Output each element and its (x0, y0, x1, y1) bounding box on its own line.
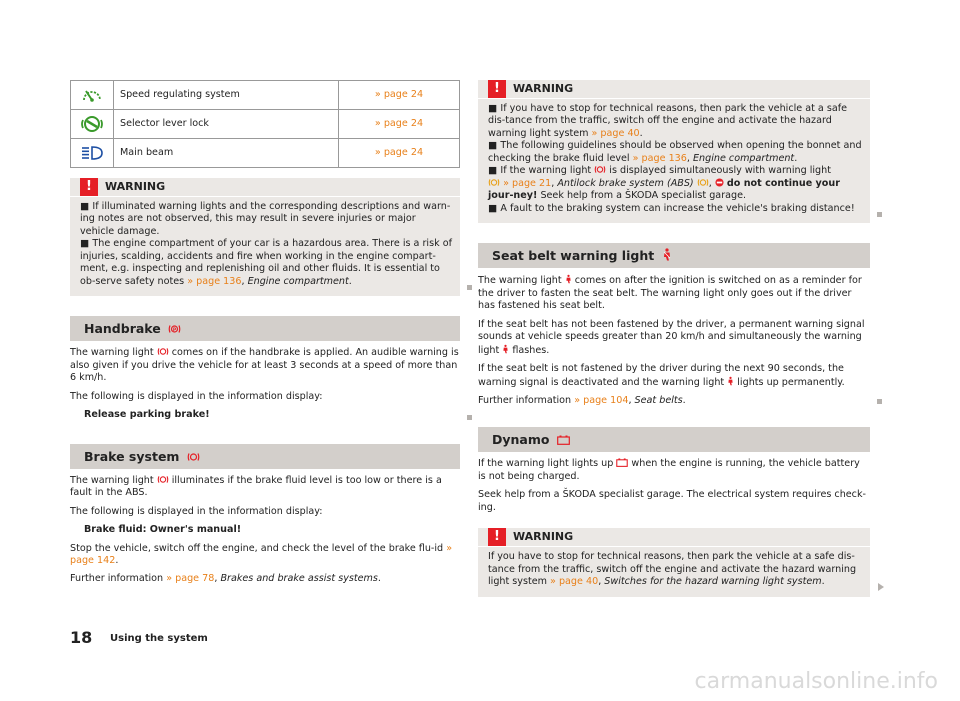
page-reference[interactable]: » page 21 (503, 177, 552, 189)
paragraph: Seek help from a ŠKODA specialist garage. The electrical system requires check-ing. (478, 489, 866, 513)
seatbelt-icon (565, 274, 572, 284)
warning-text: If you have to stop for technical reasons, then park the vehicle at a safe dis-tance from the traffic, switch off the engine and activate the hazard warning light system » page 40, Switches for the hazard warning light system. (488, 551, 857, 588)
paragraph: The warning light illuminates if the brake fluid level is too low or there is a fault in the ABS. (70, 474, 442, 499)
warning-title: WARNING (513, 82, 574, 95)
section-title: Handbrake (84, 321, 161, 337)
table-row (71, 81, 460, 110)
speed-regulating-icon (71, 81, 114, 110)
paragraph: The following is displayed in the information display: (70, 390, 323, 402)
display-message: Brake fluid: Owner's manual! (84, 524, 242, 536)
brake-warning-icon (594, 165, 606, 174)
table-cell-label: Speed regulating system (114, 81, 339, 110)
warning-icon: ! (488, 80, 506, 98)
paragraph: The warning light comes on after the ignition is switched on as a reminder for the driver to fasten the seat belt. The warning light only goes out if the driver has fastened his seat belt. (478, 275, 862, 312)
page-reference[interactable]: » page 142 (70, 542, 453, 566)
table-cell-label: Selector lever lock (114, 110, 339, 139)
paragraph: Further information » page 104, Seat belts. (478, 395, 870, 407)
page-reference[interactable]: » page 136 (187, 275, 242, 287)
selector-lever-lock-icon (71, 110, 114, 139)
warning-icon: ! (80, 178, 98, 196)
brake-warning-icon (157, 347, 169, 356)
section-title: Dynamo (492, 432, 550, 448)
indicator-table (70, 80, 460, 168)
battery-icon (557, 435, 570, 445)
page-reference[interactable]: » page 24 (339, 81, 460, 110)
page-reference[interactable]: » page 136 (632, 152, 687, 164)
brake-warning-icon (187, 452, 200, 462)
section-end-mark (877, 212, 882, 217)
warning-box (70, 178, 460, 296)
warning-title: WARNING (105, 180, 166, 193)
table-cell-label: Main beam (114, 139, 339, 168)
page-reference[interactable]: » page 40 (591, 127, 640, 139)
section-end-mark (467, 415, 472, 420)
page-reference[interactable]: » page 78 (166, 573, 215, 585)
page-reference[interactable]: » page 40 (550, 576, 599, 588)
continue-arrow-icon (878, 583, 884, 591)
paragraph: If the warning light lights up when the engine is running, the vehicle battery is not being charged. (478, 458, 860, 482)
abs-warning-icon (488, 178, 500, 187)
section-heading (478, 243, 870, 268)
warning-bullet: ■ If the warning light is displayed simultaneously with warning light » page 21, Antilock brake system (ABS) , do not continue your jour-ney! Seek help from a ŠKODA specialist garage. (488, 165, 840, 202)
seatbelt-icon (662, 248, 672, 261)
warning-bullet: ■ If illuminated warning lights and the corresponding descriptions and warn-ing notes are not observed, this may result in severe injuries or major vehicle damage. (80, 201, 451, 237)
warning-box (478, 80, 870, 223)
right-column (478, 80, 870, 597)
brake-warning-icon (168, 324, 181, 334)
warning-bullet: ■ A fault to the braking system can increase the vehicle's braking distance! (488, 202, 855, 214)
paragraph: Further information » page 78, Brakes and brake assist systems. (70, 573, 381, 585)
paragraph: The warning light comes on if the handbrake is applied. An audible warning is also given if you drive the vehicle for at least 3 seconds at a speed of more than 6 km/h. (70, 347, 459, 384)
page-reference[interactable]: » page 104 (574, 394, 629, 406)
abs-warning-icon (697, 178, 709, 187)
table-row (71, 110, 460, 139)
display-message: Release parking brake! (84, 409, 210, 421)
warning-title: WARNING (513, 530, 574, 544)
table-row (71, 139, 460, 168)
brake-warning-icon (157, 475, 169, 484)
section-title: Brake system (84, 448, 180, 464)
svg-text:P: P (172, 328, 177, 334)
section-heading (70, 444, 460, 469)
page-section-label: Using the system (110, 633, 208, 644)
watermark: carmanualsonline.info (694, 669, 938, 695)
section-heading (478, 427, 870, 452)
page-number: 18 (70, 628, 93, 647)
section-heading (70, 316, 460, 341)
warning-box (478, 528, 870, 596)
page-reference[interactable]: » page 24 (339, 139, 460, 168)
paragraph: The following is displayed in the information display: (70, 505, 323, 517)
warning-bullet: ■ The engine compartment of your car is a hazardous area. There is a risk of injuries, scalding, accidents and fire when working in the engine compart-ment, e.g. inspecting and replenishing oil and other fluids. It is essential to ob-serve safety notes » page 136, Engine compartment. (80, 238, 452, 287)
main-beam-icon (71, 139, 114, 168)
stop-icon (715, 178, 724, 187)
page-reference[interactable]: » page 24 (339, 110, 460, 139)
section-end-mark (877, 399, 882, 404)
warning-bullet: ■ The following guidelines should be observed when opening the bonnet and checking the brake fluid level » page 136, Engine compartment. (488, 140, 862, 164)
section-title: Seat belt warning light (492, 248, 655, 264)
paragraph: Stop the vehicle, switch off the engine, and check the level of the brake flu-id » page 142. (70, 542, 453, 566)
paragraph: If the seat belt has not been fastened by the driver, a permanent warning signal sounds at vehicle speeds greater than 20 km/h and simultaneously the warning light flashes. (478, 318, 865, 356)
left-column (70, 80, 460, 586)
battery-icon (616, 458, 628, 467)
warning-icon: ! (488, 528, 506, 546)
section-end-mark (467, 285, 472, 290)
warning-bullet: ■ If you have to stop for technical reasons, then park the vehicle at a safe dis-tance from the traffic, switch off the engine and activate the hazard warning light system » page 40. (488, 103, 847, 139)
paragraph: If the seat belt is not fastened by the driver during the next 90 seconds, the warning signal is deactivated and the warning light lights up permanently. (478, 363, 845, 388)
